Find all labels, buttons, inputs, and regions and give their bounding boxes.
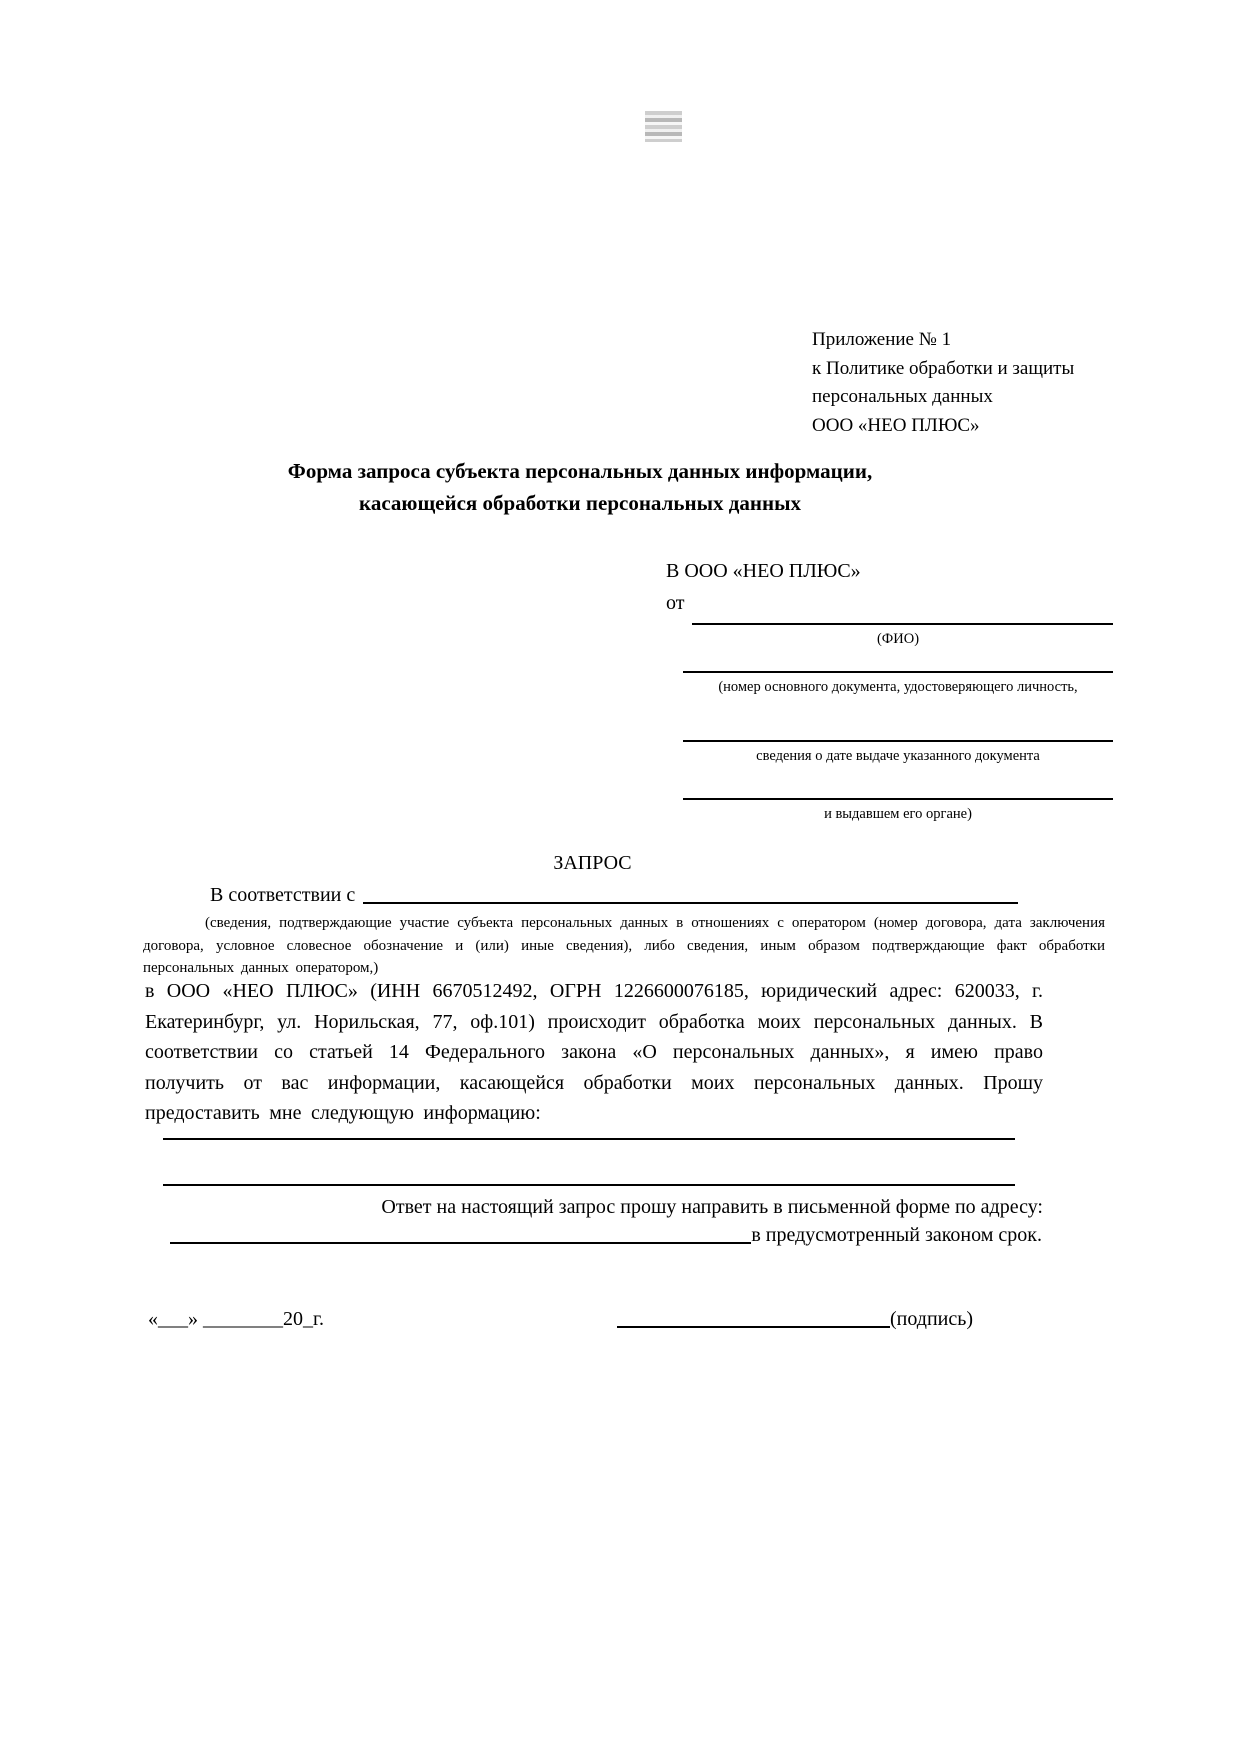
fio-field-label: (ФИО) [876,631,920,647]
footnote-text: (сведения, подтверждающие участие субъекта персональных данных в отношениях с оператором (номер договора, дата заключения договора, условное словесное обозначение и (или) иные сведения), либо сведения, иным образом подтверждающие факт обработки персональных данных оператором,) [143,915,1105,976]
addressee-from-label: от [666,592,685,614]
issue-date-field-label: сведения о дате выдаче указанного документа [756,748,1040,764]
issue-date-blank-line [683,740,1113,742]
date-blank-line: «___» ________20_г. [148,1308,324,1330]
annex-line: к Политике обработки и защиты [812,357,1075,379]
intro-prefix: В соответствии с [210,884,356,906]
fio-blank-line [692,623,1113,625]
signature-label: (подпись) [890,1308,974,1330]
document-title-line: Форма запроса субъекта персональных данных информации, [287,459,873,483]
reply-request-line: Ответ на настоящий запрос прошу направить в письменной форме по адресу: [381,1196,1043,1218]
answer-blank-line-2 [163,1184,1015,1186]
answer-blank-line-1 [163,1138,1015,1140]
signature-block [617,1308,973,1331]
request-heading: ЗАПРОС [553,852,632,874]
reply-address-blank-line [170,1224,751,1244]
annex-note [812,326,1074,440]
intro-line [210,884,1018,907]
addressee-to: В ООО «НЕО ПЛЮС» [666,560,861,582]
document-number-field-label: (номер основного документа, удостоверяющего личность, [718,679,1078,695]
annex-line: ООО «НЕО ПЛЮС» [812,414,980,436]
intro-blank-line [363,884,1018,904]
body-paragraph: в ООО «НЕО ПЛЮС» (ИНН 6670512492, ОГРН 1226600076185, юридический адрес: 620033, г. Екатеринбург, ул. Норильская, 77, оф.101) происходит обработка моих персональных данных. В соответствии со статьей 14 Федерального закона «О персональных данных», я имею право получить от вас информации, касающейся обработки моих персональных данных. Прошу предоставить мне следующую информацию: [145,980,1043,1124]
document-title [120,455,1040,519]
issuing-authority-blank-line [683,798,1113,800]
signature-blank-line [617,1308,890,1328]
reply-address-line [170,1224,1042,1247]
document-number-blank-line [683,671,1113,673]
blurred-thumbnail-image [645,111,682,142]
reply-tail-text: в предусмотренный законом срок. [751,1224,1042,1246]
issuing-authority-field-label: и выдавшем его органе) [824,806,972,822]
annex-line: Приложение № 1 [812,329,952,350]
document-title-line: касающейся обработки персональных данных [359,491,801,515]
annex-line: персональных данных [812,386,993,407]
